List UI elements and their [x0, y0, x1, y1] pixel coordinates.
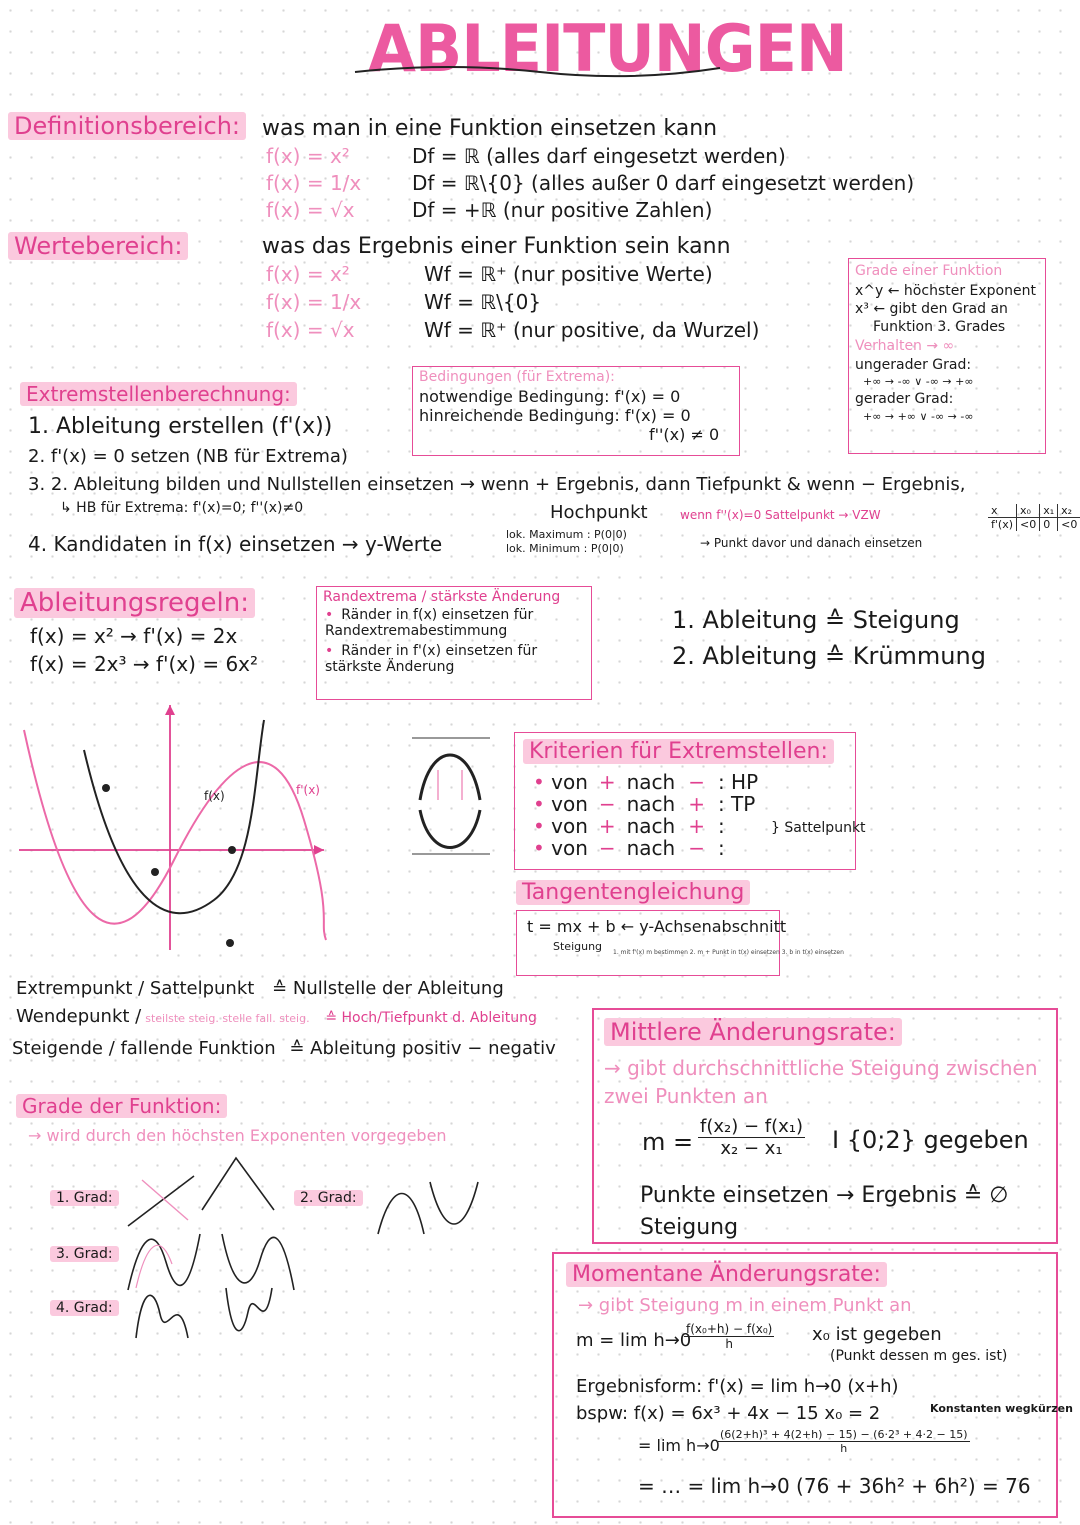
- extrem-step-3: 3. 2. Ableitung bilden und Nullstellen einsetzen → wenn + Ergebnis, dann Tiefpunkt & wenn − Ergebnis,: [28, 474, 966, 495]
- extrem-sattel-2: → Punkt davor und danach einsetzen: [700, 536, 923, 550]
- momentane-box: [552, 1252, 1073, 1518]
- bedingungen-hinreichend-2: f''(x) ≠ 0: [649, 425, 720, 444]
- kriterien-row: • von + nach − : HP: [533, 770, 759, 794]
- grade-box-line: Funktion 3. Grades: [873, 319, 1006, 335]
- page-title: ABLEITUNGEN: [368, 10, 847, 87]
- momentane-formula: m = lim h→0 f(x₀+h) − f(x₀) h x₀ ist gegeben (Punkt dessen m ges. ist): [576, 1322, 1008, 1364]
- momentane-line-2: = … = lim h→0 (76 + 36h² + 6h²) = 76: [638, 1474, 1031, 1498]
- vzw-header-cell: x₀: [1017, 504, 1040, 518]
- wert-fn: f(x) = x²: [266, 262, 350, 286]
- bedingungen-title: Bedingungen (für Extrema):: [419, 369, 615, 385]
- tangente-steps: 1. mit f'(x) m bestimmen 2. m + Punkt in t(x) einsetzen 3. b in t(x) einsetzen: [613, 949, 844, 956]
- mittlere-result: Punkte einsetzen → Ergebnis ≙ ∅ Steigung: [640, 1183, 1009, 1240]
- vzw-header-cell: x₁: [1040, 504, 1058, 518]
- mittlere-title: Mittlere Änderungsrate:: [604, 1018, 1046, 1046]
- momentane-ergebnisform: Ergebnisform: f'(x) = lim h→0 (x+h): [576, 1376, 899, 1397]
- grade-box-verhalten: Verhalten → ∞: [855, 338, 955, 354]
- grad-1-sketch: [122, 1170, 202, 1232]
- grad-4-label: 4. Grad:: [50, 1300, 119, 1316]
- extrem-step-2: 2. f'(x) = 0 setzen (NB für Extrema): [28, 446, 348, 467]
- extrem-step-1: 1. Ableitung erstellen (f'(x)): [28, 414, 333, 439]
- wert-fn: f(x) = √x: [266, 318, 355, 342]
- kriterien-sattel: } Sattelpunkt: [771, 820, 866, 836]
- vzw-header-cell: x₂: [1058, 504, 1080, 518]
- tangente-title: Tangentengleichung: [516, 880, 750, 905]
- function-graph: [14, 700, 334, 960]
- function-curve: [84, 720, 264, 913]
- vzw-cell: <0: [1017, 518, 1040, 532]
- tangente-box: [516, 910, 844, 976]
- aequiv-line-1: Extrempunkt / Sattelpunkt ≙ Nullstelle der Ableitung: [16, 978, 504, 999]
- extrem-title: Extremstellenberechnung:: [20, 382, 297, 406]
- grade-box-ungerade: ungerader Grad:: [855, 357, 972, 373]
- vzw-header-cell: x: [991, 504, 998, 517]
- rand-bullet: • Ränder in f'(x) einsetzen für stärkste Änderung: [325, 643, 583, 675]
- aequiv-line-2: Wendepunkt / steilste steig. stelle fall. steig. ≙ Hoch/Tiefpunkt d. Ableitung: [16, 1006, 537, 1027]
- ableitung-meaning-1: 1. Ableitung ≙ Steigung: [672, 606, 960, 634]
- kriterien-box: [514, 732, 866, 870]
- grade-box-gerade: gerader Grad:: [855, 391, 954, 407]
- bedingungen-notwendig: notwendige Bedingung: f'(x) = 0: [419, 387, 681, 406]
- grade-box-gerade-val: +∞ → +∞ ∨ -∞ → -∞: [863, 410, 974, 423]
- def-domain: Df = ℝ\{0} (alles außer 0 darf eingesetzt werden): [412, 171, 915, 195]
- grad-3-label: 3. Grad:: [50, 1246, 119, 1262]
- grade-box-ungerade-val: +∞ → -∞ ∨ -∞ → +∞: [863, 375, 974, 388]
- vzw-cell: f'(x): [991, 518, 1013, 531]
- bedingungen-hinreichend: hinreichende Bedingung: f'(x) = 0: [419, 406, 691, 425]
- grade-box-title: Grade einer Funktion: [855, 263, 1003, 279]
- def-fn: f(x) = 1/x: [266, 171, 362, 195]
- aequiv-line-3: Steigende / fallende Funktion ≙ Ableitung positiv − negativ: [12, 1038, 556, 1059]
- kriterien-title: Kriterien für Extremstellen:: [523, 739, 847, 764]
- ableitung-meaning-2: 2. Ableitung ≙ Krümmung: [672, 642, 986, 670]
- curve-point: [151, 868, 159, 876]
- kriterien-row: • von − nach − :: [533, 836, 725, 860]
- kriterien-row: • von − nach + : TP: [533, 792, 756, 816]
- extrem-lok-max: lok. Maximum : P(0|0): [506, 528, 627, 541]
- grad-fn-desc: → wird durch den höchsten Exponenten vorgegeben: [28, 1126, 447, 1145]
- bedingungen-box: [412, 366, 740, 456]
- grade-box-line: x^y ← höchster Exponent: [855, 283, 1036, 299]
- wert-range: Wf = ℝ⁺ (nur positive Werte): [424, 262, 713, 286]
- extrem-sattel: wenn f''(x)=0 Sattelpunkt → VZW: [680, 508, 881, 522]
- tangente-steigung: Steigung: [553, 940, 603, 953]
- curve-point: [102, 784, 110, 792]
- wert-range: Wf = ℝ\{0}: [424, 290, 542, 314]
- def-fn: f(x) = √x: [266, 198, 355, 222]
- momentane-desc: → gibt Steigung m in einem Punkt an: [578, 1295, 912, 1316]
- rand-box: [316, 586, 592, 700]
- grad-4-sketch: [130, 1284, 280, 1342]
- regeln-rule-2: f(x) = 2x³ → f'(x) = 6x²: [30, 652, 259, 676]
- momentane-beispiel: bspw: f(x) = 6x³ + 4x − 15 x₀ = 2: [576, 1403, 881, 1424]
- derivative-curve: [24, 730, 326, 940]
- graph-label-f: f(x): [204, 789, 225, 803]
- vzw-cell: <0: [1058, 518, 1080, 532]
- grad-fn-title: Grade der Funktion:: [16, 1094, 227, 1118]
- rand-title: Randextrema / stärkste Änderung: [323, 589, 561, 605]
- definitionsbereich-label: Definitionsbereich:: [8, 112, 246, 140]
- kriterien-row: • von + nach + :: [533, 814, 725, 838]
- curve-sketch: [410, 730, 510, 864]
- grad-2-sketch: [372, 1176, 482, 1238]
- def-domain: Df = ℝ (alles darf eingesetzt werden): [412, 144, 786, 168]
- momentane-line-1: = lim h→0 (6(2+h)³ + 4(2+h) − 15) − (6·2³ + 4·2 − 15) h: [638, 1428, 968, 1455]
- grad-2-label: 2. Grad:: [294, 1190, 363, 1206]
- momentane-title: Momentane Änderungsrate:: [566, 1262, 1044, 1287]
- wertebereich-list: [266, 262, 759, 346]
- grade-box: [848, 258, 1046, 454]
- wert-fn: f(x) = 1/x: [266, 290, 362, 314]
- x-axis-arrow: [314, 845, 324, 855]
- graph-label-fp: f'(x): [296, 783, 320, 797]
- grad-1-label: 1. Grad:: [50, 1190, 119, 1206]
- mittlere-formula: m = f(x₂) − f(x₁) x₂ − x₁ I {0;2} gegeben: [642, 1116, 1029, 1159]
- wertebereich-label: Wertebereich:: [8, 232, 188, 260]
- definitionsbereich-list: [266, 144, 914, 225]
- regeln-rule-1: f(x) = x² → f'(x) = 2x: [30, 624, 238, 648]
- grad-branch-sketch: [192, 1150, 282, 1220]
- curve-point: [228, 846, 236, 854]
- definitionsbereich-desc: was man in eine Funktion einsetzen kann: [262, 116, 718, 141]
- wertebereich-desc: was das Ergebnis einer Funktion sein kann: [262, 234, 731, 259]
- grade-box-line: x³ ← gibt den Grad an: [855, 301, 1008, 317]
- extrem-step-4: 4. Kandidaten in f(x) einsetzen → y-Werte: [28, 532, 443, 556]
- title-underline: [350, 60, 730, 80]
- extrem-lok-min: lok. Minimum : P(0|0): [506, 542, 624, 555]
- def-fn: f(x) = x²: [266, 144, 350, 168]
- mittlere-box: [592, 1008, 1058, 1244]
- tangente-equation: t = mx + b ← y-Achsenabschnitt: [527, 917, 787, 936]
- curve-point: [226, 939, 234, 947]
- momentane-konstanten: Konstanten wegkürzen: [930, 1402, 1073, 1415]
- wert-range: Wf = ℝ⁺ (nur positive, da Wurzel): [424, 318, 760, 342]
- rand-bullet: • Ränder in f(x) einsetzen für Randextremabestimmung: [325, 607, 583, 639]
- vzw-cell: 0: [1040, 518, 1058, 532]
- y-axis-arrow: [165, 705, 175, 715]
- def-domain: Df = +ℝ (nur positive Zahlen): [412, 198, 713, 222]
- extrem-hochpunkt: Hochpunkt: [550, 502, 648, 523]
- mittlere-desc: → gibt durchschnittliche Steigung zwischen zwei Punkten an: [604, 1056, 1038, 1108]
- extrem-step-3b: ↳ HB für Extrema: f'(x)=0; f''(x)≠0: [60, 500, 304, 516]
- vzw-table: [988, 504, 1080, 531]
- regeln-title: Ableitungsregeln:: [14, 588, 255, 618]
